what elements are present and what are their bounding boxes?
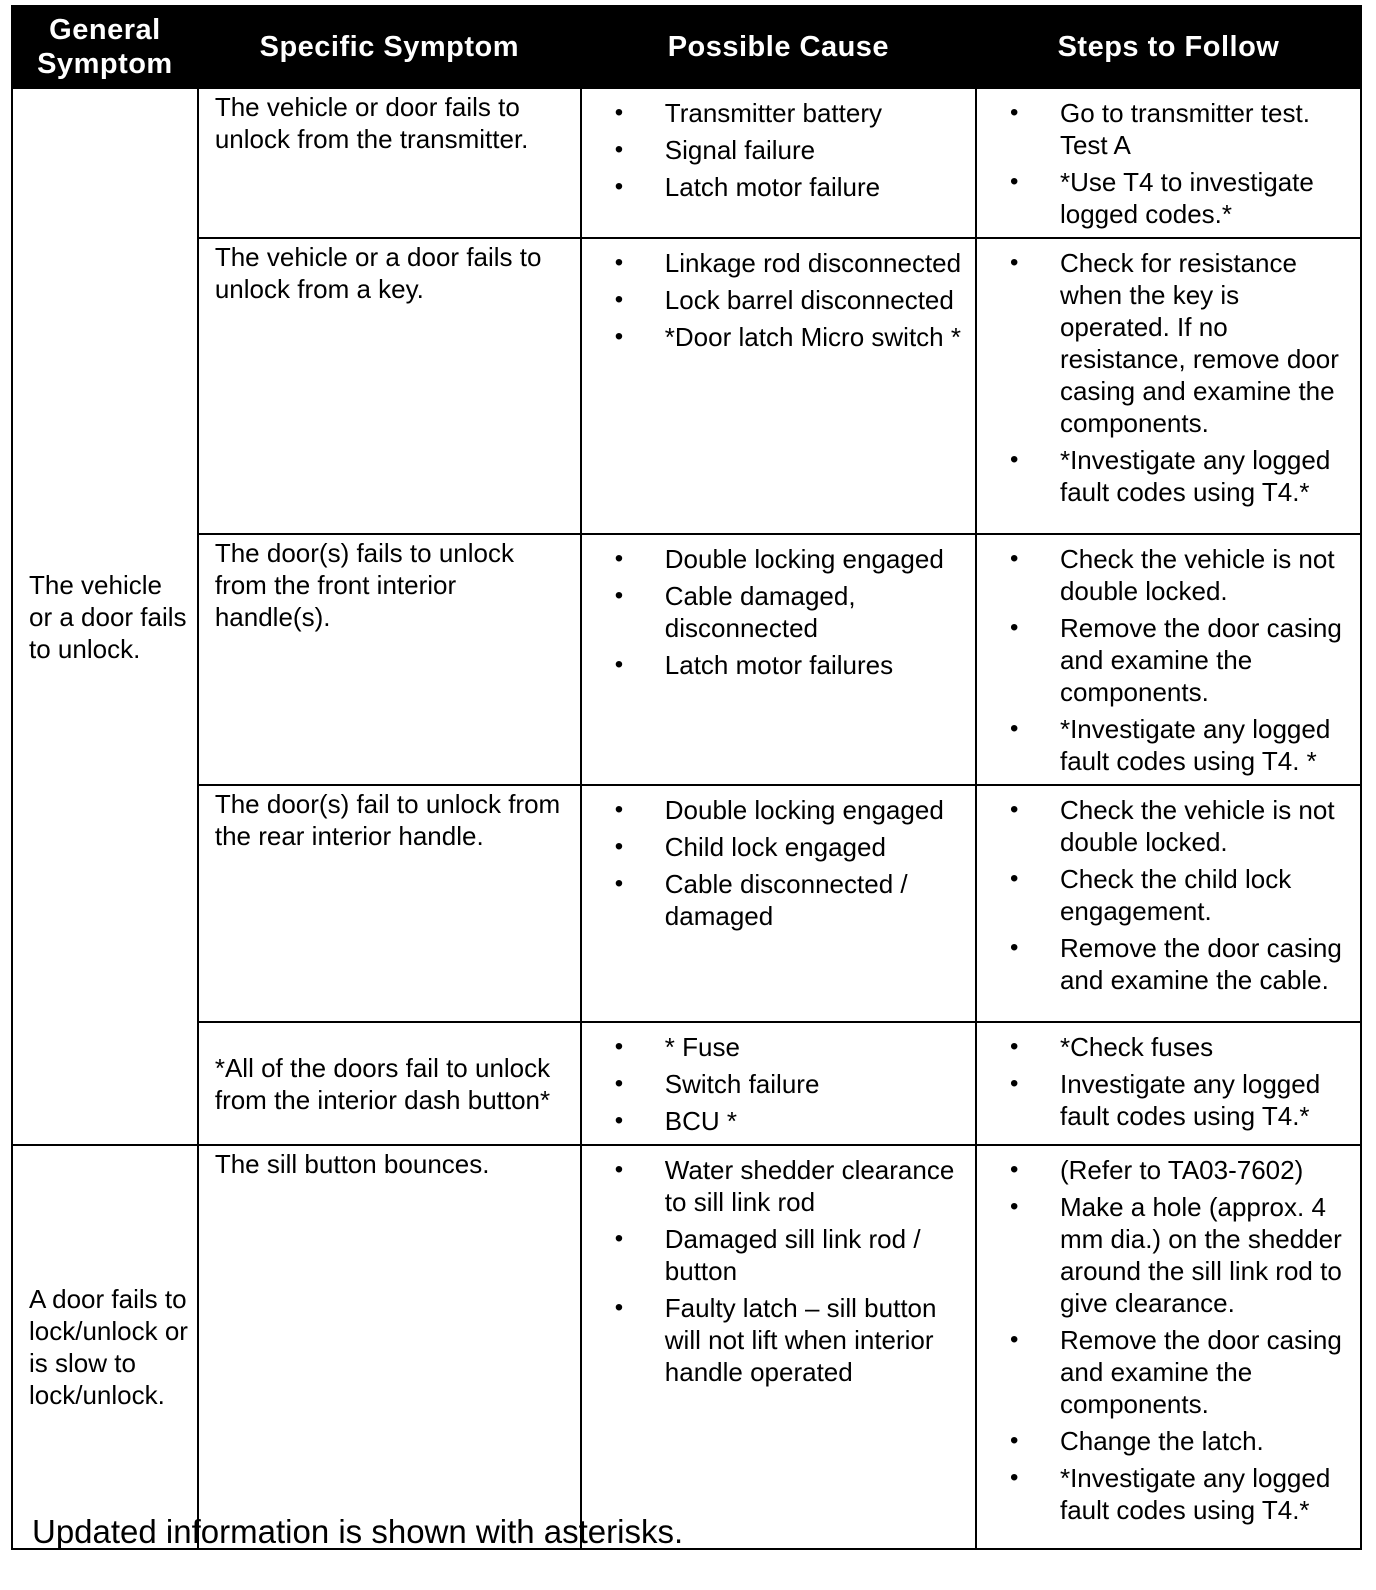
header-specific-symptom: Specific Symptom [198,6,581,88]
specific-symptom-cell: The door(s) fail to unlock from the rear interior handle. [198,785,581,1022]
specific-symptom-cell: *All of the doors fail to unlock from the interior dash button* [198,1022,581,1145]
list-item: • Cable disconnected / damaged [590,868,967,932]
possible-cause-cell [581,1145,976,1549]
list-item: • Double locking engaged [590,543,967,575]
specific-symptom-cell: The sill button bounces. [198,1145,581,1549]
steps-cell [976,534,1361,785]
list-item: • Lock barrel disconnected [590,284,967,316]
list-item: • Check the vehicle is not double locked. [985,543,1352,607]
specific-symptom-cell: The vehicle or a door fails to unlock from a key. [198,238,581,534]
list-item: • *Use T4 to investigate logged codes.* [985,166,1352,230]
header-possible-cause: Possible Cause [581,6,976,88]
cause-list [590,1148,967,1388]
list-item: • Double locking engaged [590,794,967,826]
table-row [12,238,1361,534]
list-item: • *Investigate any logged fault codes using T4. * [985,713,1352,777]
general-symptom-cell: The vehicle or a door fails to unlock. [12,88,198,1145]
table-row [12,1022,1361,1145]
list-item: • *Investigate any logged fault codes using T4.* [985,1462,1352,1526]
list-item: • *Investigate any logged fault codes using T4.* [985,444,1352,508]
cause-list [590,1025,967,1137]
list-item: • Check for resistance when the key is operated. If no resistance, remove door casing and examine the components. [985,247,1352,439]
possible-cause-cell [581,534,976,785]
steps-list [985,241,1352,508]
list-item: • Latch motor failure [590,171,967,203]
steps-cell [976,88,1361,238]
list-item: • Make a hole (approx. 4 mm dia.) on the shedder around the sill link rod to give clearance. [985,1191,1352,1319]
list-item: • Go to transmitter test. Test A [985,97,1352,161]
steps-cell [976,238,1361,534]
list-item: • Signal failure [590,134,967,166]
general-symptom-cell: A door fails to lock/unlock or is slow to lock/unlock. [12,1145,198,1549]
list-item: • BCU * [590,1105,967,1137]
list-item: • Transmitter battery [590,97,967,129]
table-row [12,88,1361,238]
list-item: • *Check fuses [985,1031,1352,1063]
header-general-symptom: General Symptom [12,6,198,88]
footer-note: Updated information is shown with asterisks. [32,1513,684,1550]
list-item: • Remove the door casing and examine the cable. [985,932,1352,996]
list-item: • (Refer to TA03-7602) [985,1154,1352,1186]
table-row [12,1145,1361,1549]
list-item: • Water shedder clearance to sill link rod [590,1154,967,1218]
specific-symptom-cell: The door(s) fails to unlock from the front interior handle(s). [198,534,581,785]
diagnosis-table [11,5,1362,1550]
list-item: • Check the vehicle is not double locked. [985,794,1352,858]
list-item: • * Fuse [590,1031,967,1063]
specific-symptom-cell: The vehicle or door fails to unlock from the transmitter. [198,88,581,238]
cause-list [590,241,967,353]
cause-list [590,91,967,203]
steps-list [985,1025,1352,1132]
list-item: • Child lock engaged [590,831,967,863]
cause-list [590,788,967,932]
steps-list [985,1148,1352,1526]
header-steps-to-follow: Steps to Follow [976,6,1361,88]
table-row [12,534,1361,785]
list-item: • Damaged sill link rod / button [590,1223,967,1287]
list-item: • Latch motor failures [590,649,967,681]
list-item: • Remove the door casing and examine the components. [985,1324,1352,1420]
list-item: • Linkage rod disconnected [590,247,967,279]
list-item: • Remove the door casing and examine the components. [985,612,1352,708]
possible-cause-cell [581,88,976,238]
list-item: • Cable damaged, disconnected [590,580,967,644]
possible-cause-cell [581,238,976,534]
table-row [12,785,1361,1022]
list-item: • Investigate any logged fault codes using T4.* [985,1068,1352,1132]
list-item: • Check the child lock engagement. [985,863,1352,927]
header-row [12,6,1361,88]
steps-cell [976,1022,1361,1145]
steps-list [985,91,1352,230]
list-item: • Switch failure [590,1068,967,1100]
steps-cell [976,785,1361,1022]
cause-list [590,537,967,681]
list-item: • *Door latch Micro switch * [590,321,967,353]
steps-list [985,537,1352,777]
steps-cell [976,1145,1361,1549]
possible-cause-cell [581,1022,976,1145]
list-item: • Faulty latch – sill button will not lift when interior handle operated [590,1292,967,1388]
possible-cause-cell [581,785,976,1022]
steps-list [985,788,1352,996]
list-item: • Change the latch. [985,1425,1352,1457]
